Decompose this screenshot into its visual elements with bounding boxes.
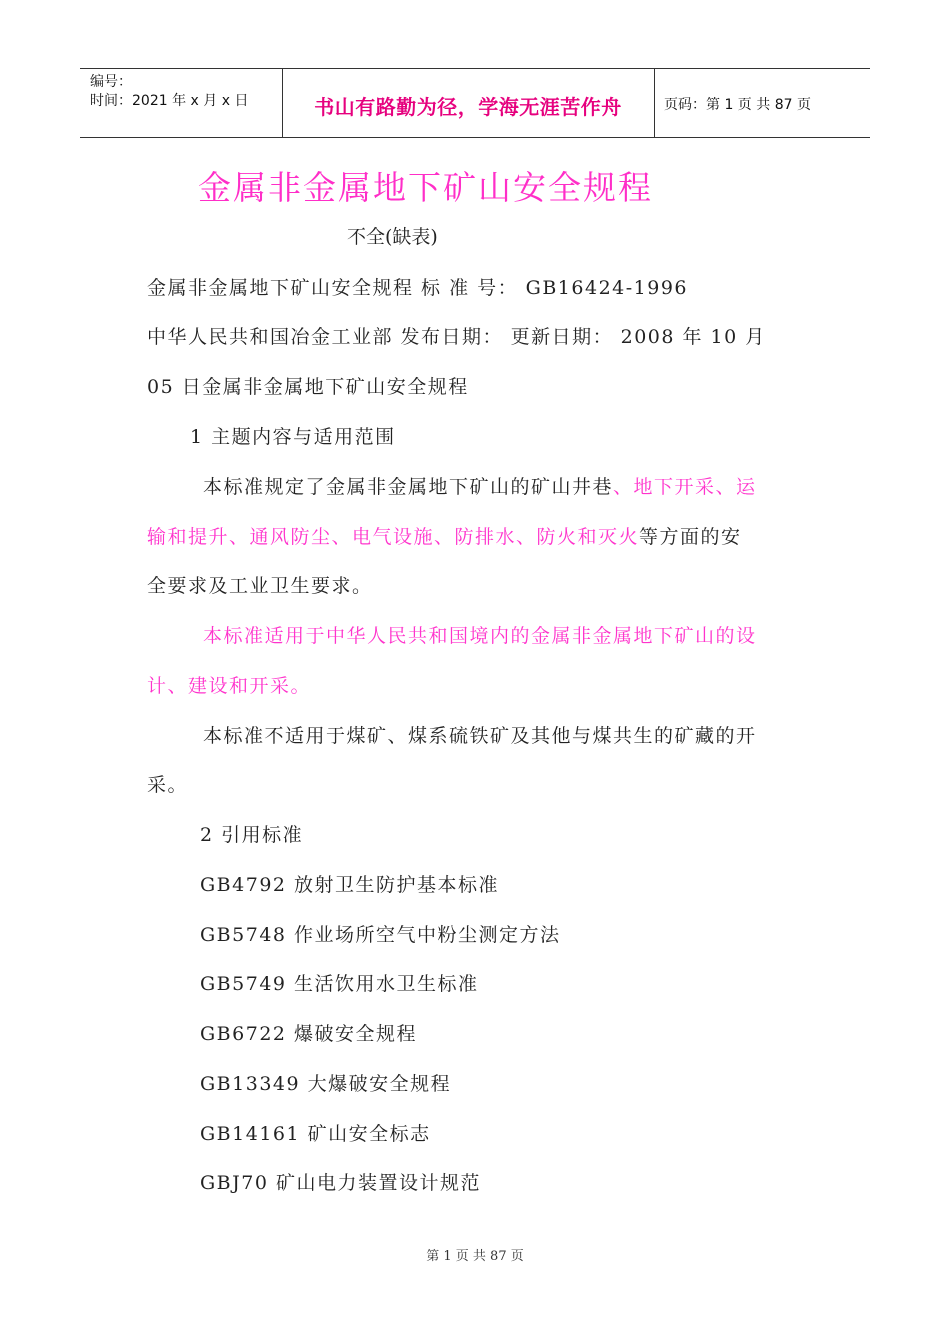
paragraph-1-line-2 — [147, 522, 742, 549]
header-meta-cell — [80, 69, 283, 137]
document-subtitle: 不全(缺表) — [347, 226, 438, 248]
document-time-label: 时间：2021 年 x 月 x 日 — [90, 93, 249, 109]
reference-item: GB13349 大爆破安全规程 — [200, 1073, 452, 1095]
reference-item: GB5749 生活饮用水卫生标准 — [200, 973, 479, 995]
page-footer: 第 1 页 共 87 页 — [426, 1249, 524, 1264]
para1-highlight: 输和提升、通风防尘、电气设施、防排水、防火和灭火 — [147, 526, 640, 548]
paragraph-2-line-1: 本标准适用于中华人民共和国境内的金属非金属地下矿山的设 — [203, 625, 757, 647]
paragraph-2-line-2: 计、建设和开采。 — [147, 675, 312, 697]
para1-text: 本标准规定了金属非金属地下矿山的矿山井巷 — [203, 476, 614, 498]
reference-item: GB6722 爆破安全规程 — [200, 1023, 418, 1045]
section-1-heading: 1 主题内容与适用范围 — [190, 426, 396, 448]
page-header — [80, 68, 870, 138]
reference-item: GBJ70 矿山电力装置设计规范 — [200, 1172, 481, 1194]
para1-highlight: 、地下开采、运 — [613, 476, 757, 498]
paragraph-3-line-2: 采。 — [147, 774, 189, 796]
para1-text: 等方面的安 — [639, 526, 742, 548]
paragraph-1-line-1 — [203, 472, 757, 499]
header-motto-cell — [282, 69, 655, 137]
standard-number-line: 金属非金属地下矿山安全规程 标 准 号： GB16424-1996 — [147, 277, 689, 299]
reference-item: GB14161 矿山安全标志 — [200, 1123, 431, 1145]
publisher-line: 中华人民共和国冶金工业部 发布日期： 更新日期： 2008 年 10 月 — [147, 326, 766, 348]
header-page-info: 页码：第 1 页 共 87 页 — [664, 97, 811, 113]
paragraph-3-line-1: 本标准不适用于煤矿、煤系硫铁矿及其他与煤共生的矿藏的开 — [203, 725, 757, 747]
date-line: 05 日金属非金属地下矿山安全规程 — [147, 376, 469, 398]
document-title: 金属非金属地下矿山安全规程 — [198, 168, 653, 207]
header-page-cell — [654, 69, 870, 137]
header-motto: 书山有路勤为径，学海无涯苦作舟 — [314, 95, 622, 119]
paragraph-1-line-3: 全要求及工业卫生要求。 — [147, 575, 373, 597]
document-number-label: 编号： — [90, 74, 132, 90]
reference-item: GB4792 放射卫生防护基本标准 — [200, 874, 500, 896]
section-2-heading: 2 引用标准 — [200, 824, 304, 846]
reference-item: GB5748 作业场所空气中粉尘测定方法 — [200, 924, 561, 946]
